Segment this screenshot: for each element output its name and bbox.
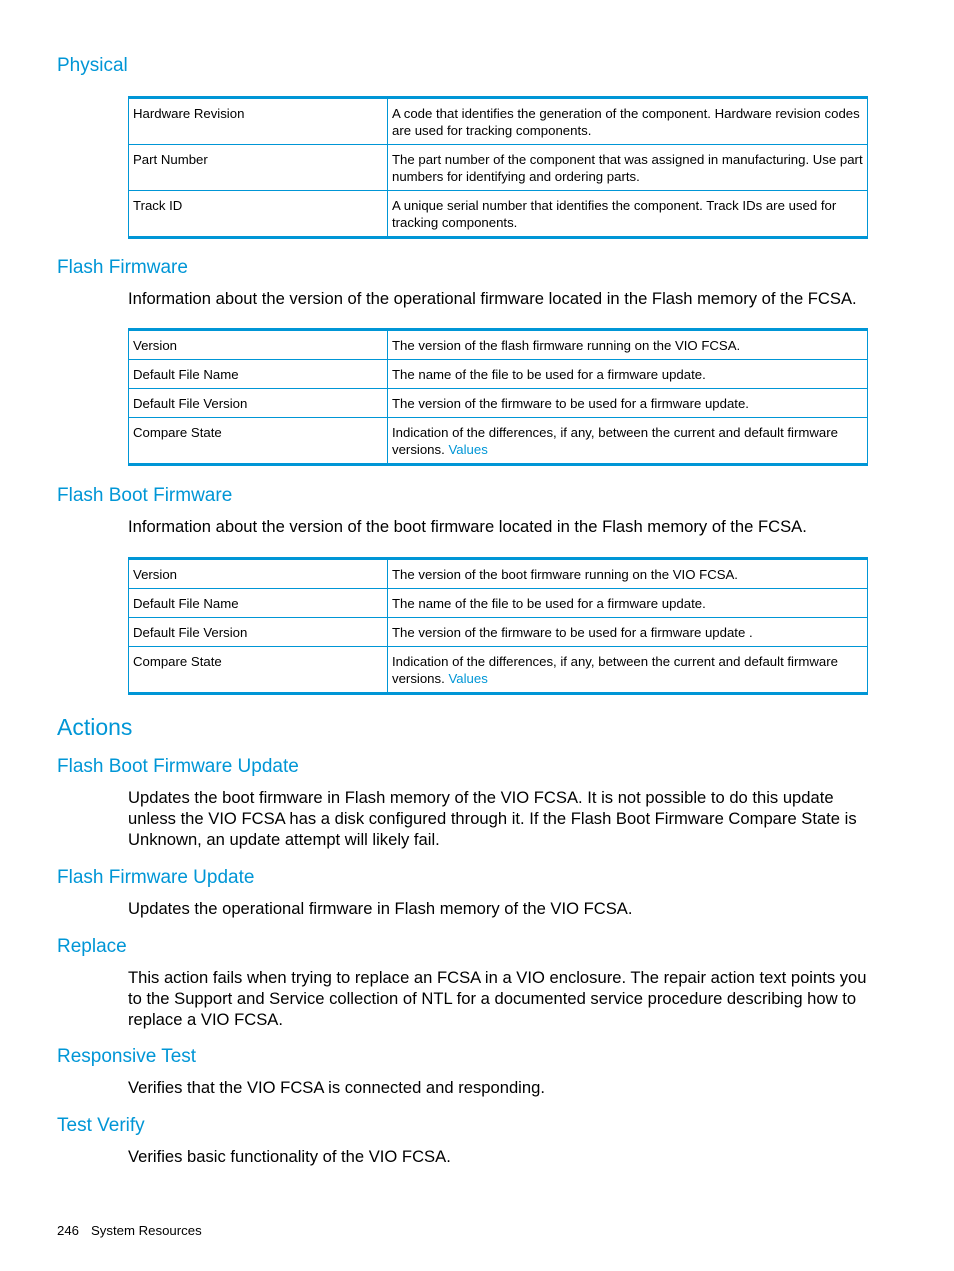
table-term: Compare State — [129, 418, 388, 465]
page-number: 246 — [57, 1223, 80, 1238]
heading-test-verify: Test Verify — [57, 1115, 145, 1136]
table-term: Default File Name — [129, 589, 388, 618]
flash-boot-firmware-table — [128, 557, 868, 695]
values-link[interactable]: Values — [448, 671, 488, 686]
heading-flash-firmware-update: Flash Firmware Update — [57, 867, 255, 888]
table-row — [129, 98, 868, 145]
table-term: Hardware Revision — [129, 98, 388, 145]
flash-firmware-table — [128, 328, 868, 466]
values-link[interactable]: Values — [448, 442, 488, 457]
table-row — [129, 360, 868, 389]
table-desc: The version of the firmware to be used for a firmware update. — [388, 389, 868, 418]
table-term: Version — [129, 559, 388, 589]
heading-actions: Actions — [57, 714, 133, 740]
table-term: Compare State — [129, 647, 388, 694]
table-term: Default File Version — [129, 389, 388, 418]
flash-firmware-update-text: Updates the operational firmware in Flash memory of the VIO FCSA. — [128, 899, 633, 918]
table-row — [129, 330, 868, 360]
flash-boot-firmware-intro: Information about the version of the boot firmware located in the Flash memory of the FCSA. — [128, 517, 807, 536]
table-row — [129, 618, 868, 647]
responsive-test-text: Verifies that the VIO FCSA is connected and responding. — [128, 1078, 545, 1097]
physical-table — [128, 96, 868, 239]
table-row — [129, 418, 868, 465]
heading-flash-boot-firmware: Flash Boot Firmware — [57, 485, 233, 506]
table-row — [129, 389, 868, 418]
table-term: Version — [129, 330, 388, 360]
table-row — [129, 145, 868, 191]
test-verify-text: Verifies basic functionality of the VIO FCSA. — [128, 1147, 451, 1166]
footer-section: System Resources — [91, 1223, 202, 1238]
table-desc: The version of the firmware to be used for a firmware update . — [388, 618, 868, 647]
page-footer — [57, 1222, 202, 1240]
heading-replace: Replace — [57, 936, 127, 957]
table-desc: The version of the flash firmware running on the VIO FCSA. — [388, 330, 868, 360]
flash-boot-firmware-update-text: Updates the boot firmware in Flash memory of the VIO FCSA. It is not possible to do this update unless the VIO FCSA has a disk configured through it. If the Flash Boot Firmware Compare State is Unknown, an update attempt will likely fail. — [128, 788, 857, 849]
table-term: Default File Version — [129, 618, 388, 647]
heading-flash-firmware: Flash Firmware — [57, 257, 188, 278]
table-term: Track ID — [129, 191, 388, 238]
table-desc: A code that identifies the generation of the component. Hardware revision codes are used for tracking components. — [388, 98, 868, 145]
compare-state-desc: Indication of the differences, if any, between the current and default firmware versions. — [392, 425, 838, 457]
table-desc: The name of the file to be used for a firmware update. — [388, 360, 868, 389]
table-row — [129, 647, 868, 694]
table-desc: The version of the boot firmware running on the VIO FCSA. — [388, 559, 868, 589]
heading-flash-boot-firmware-update: Flash Boot Firmware Update — [57, 756, 299, 777]
compare-state-desc: Indication of the differences, if any, between the current and default firmware versions. — [392, 654, 838, 686]
table-term: Default File Name — [129, 360, 388, 389]
table-row — [129, 191, 868, 238]
table-row — [129, 589, 868, 618]
heading-physical: Physical — [57, 55, 128, 76]
table-desc: A unique serial number that identifies the component. Track IDs are used for tracking components. — [388, 191, 868, 238]
table-desc: The name of the file to be used for a firmware update. — [388, 589, 868, 618]
table-row — [129, 559, 868, 589]
table-term: Part Number — [129, 145, 388, 191]
table-desc — [388, 647, 868, 694]
table-desc: The part number of the component that was assigned in manufacturing. Use part numbers for identifying and ordering parts. — [388, 145, 868, 191]
heading-responsive-test: Responsive Test — [57, 1046, 197, 1067]
flash-firmware-intro: Information about the version of the operational firmware located in the Flash memory of the FCSA. — [128, 289, 857, 308]
replace-text: This action fails when trying to replace an FCSA in a VIO enclosure. The repair action text points you to the Support and Service collection of NTL for a documented service procedure describing how to replace a VIO FCSA. — [128, 968, 867, 1029]
table-desc — [388, 418, 868, 465]
